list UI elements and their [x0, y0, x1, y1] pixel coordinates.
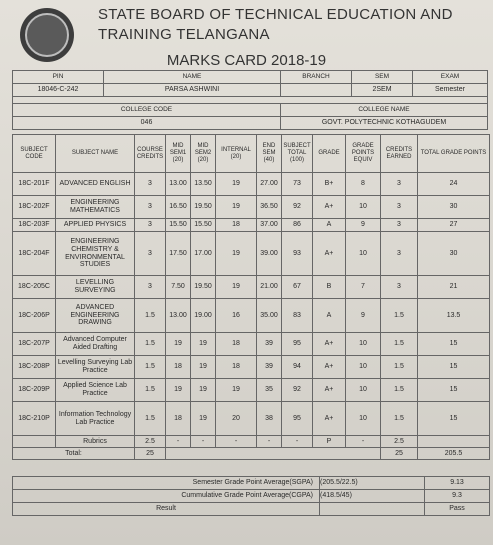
col-internal: INTERNAL (20) [216, 135, 257, 173]
cell-subject-code: 18C-204F [13, 232, 56, 276]
college-name-value: GOVT. POLYTECHNIC KOTHAGUDEM [281, 117, 488, 130]
table-row [13, 402, 490, 436]
cell-mid-sem2: 19 [191, 333, 216, 356]
cell-mid-sem2: 19.50 [191, 196, 216, 219]
cell-course-credits: 3 [135, 232, 166, 276]
college-name-label: COLLEGE NAME [281, 104, 488, 117]
cell-subject-name: APPLIED PHYSICS [56, 219, 135, 232]
cell-credits-earned: 1.5 [381, 402, 418, 436]
sgpa-value: 9.13 [425, 477, 490, 490]
page-title: MARKS CARD 2018-19 [166, 52, 327, 69]
cell-credits-earned: 3 [381, 276, 418, 299]
college-code-label: COLLEGE CODE [13, 104, 281, 117]
cell-grade: A+ [313, 379, 346, 402]
result-row [13, 503, 490, 516]
col-subject-name: SUBJECT NAME [56, 135, 135, 173]
cell-grade-points: 10 [346, 402, 381, 436]
cell-mid-sem1: 13.00 [166, 299, 191, 333]
col-grade: GRADE [313, 135, 346, 173]
cgpa-calc: (418.5/45) [320, 490, 425, 503]
cell-subject-code: 18C-206P [13, 299, 56, 333]
table-row [13, 356, 490, 379]
cell-course-credits: 3 [135, 196, 166, 219]
cell-subject-name: Applied Science Lab Practice [56, 379, 135, 402]
cell-mid-sem2: 19 [191, 379, 216, 402]
col-mid-sem2: MID SEM2 (20) [191, 135, 216, 173]
cell-total-grade-points: 27 [418, 219, 490, 232]
cell-subject-code: 18C-207P [13, 333, 56, 356]
cell-grade: A+ [313, 333, 346, 356]
cell-credits-earned: 1.5 [381, 379, 418, 402]
cell-subject-total: 92 [282, 379, 313, 402]
cell-mid-sem1: 15.50 [166, 219, 191, 232]
cell-subject-name: ADVANCED ENGINEERING DRAWING [56, 299, 135, 333]
cell-subject-total: 83 [282, 299, 313, 333]
header [0, 0, 493, 72]
cell-mid-sem1: 16.50 [166, 196, 191, 219]
cell-end-sem: 39 [257, 333, 282, 356]
cell-course-credits: 1.5 [135, 402, 166, 436]
result-value: Pass [425, 503, 490, 516]
table-row [13, 173, 490, 196]
exam-label: EXAM [413, 71, 488, 84]
cell-total-grade-points: 15 [418, 333, 490, 356]
cell-internal: 16 [216, 299, 257, 333]
cgpa-row [13, 490, 490, 503]
cell-mid-sem1: 18 [166, 402, 191, 436]
cell-subject-name: Levelling Surveying Lab Practice [56, 356, 135, 379]
cell-subject-total: 93 [282, 232, 313, 276]
cell-credits-earned: 3 [381, 173, 418, 196]
cell-subject-name: ENGINEERING MATHEMATICS [56, 196, 135, 219]
cell-grade: A+ [313, 232, 346, 276]
cell-subject-code: 18C-201F [13, 173, 56, 196]
cell-course-credits: 1.5 [135, 299, 166, 333]
cell-grade-points: 7 [346, 276, 381, 299]
cell-total-grade-points: 15 [418, 402, 490, 436]
cell-grade-points: 10 [346, 356, 381, 379]
cell-subject-total: 73 [282, 173, 313, 196]
cell-mid-sem1: 19 [166, 379, 191, 402]
cell-grade: B [313, 276, 346, 299]
cell-internal: 19 [216, 173, 257, 196]
exam-value: Semester [413, 84, 488, 97]
board-name-line1: STATE BOARD OF TECHNICAL EDUCATION AND [98, 6, 453, 23]
col-grade-points: GRADE POINTS EQUIV [346, 135, 381, 173]
branch-value [281, 84, 352, 97]
summary-table [12, 476, 490, 516]
cell-mid-sem2: 19.50 [191, 276, 216, 299]
cell-mid-sem1: 19 [166, 333, 191, 356]
cell-total-grade-points: 21 [418, 276, 490, 299]
col-subject-total: SUBJECT TOTAL (100) [282, 135, 313, 173]
cell-grade-points: 10 [346, 196, 381, 219]
table-row [13, 299, 490, 333]
sem-label: SEM [352, 71, 413, 84]
cell-mid-sem2: 17.00 [191, 232, 216, 276]
cell-course-credits: 1.5 [135, 356, 166, 379]
cell-grade: A [313, 299, 346, 333]
board-name-line2: TRAINING TELANGANA [98, 26, 270, 43]
cell-grade: A+ [313, 196, 346, 219]
cell-grade: A [313, 219, 346, 232]
cell-mid-sem1: 13.00 [166, 173, 191, 196]
cell-internal: 20 [216, 402, 257, 436]
cell-subject-name: LEVELLING SURVEYING [56, 276, 135, 299]
cell-total-grade-points: 30 [418, 232, 490, 276]
cell-mid-sem2: 19.00 [191, 299, 216, 333]
cell-end-sem: 36.50 [257, 196, 282, 219]
cell-internal: 19 [216, 276, 257, 299]
cgpa-value: 9.3 [425, 490, 490, 503]
cgpa-label: Cummulative Grade Point Average(CGPA) [13, 490, 320, 503]
cell-mid-sem1: 7.50 [166, 276, 191, 299]
cell-mid-sem2: 13.50 [191, 173, 216, 196]
cell-internal: 18 [216, 333, 257, 356]
cell-subject-name: Information Technology Lab Practice [56, 402, 135, 436]
cell-grade: B+ [313, 173, 346, 196]
cell-internal: 18 [216, 356, 257, 379]
cell-total-grade-points: 15 [418, 379, 490, 402]
cell-grade: A+ [313, 402, 346, 436]
cell-internal: 19 [216, 379, 257, 402]
cell-subject-code: 18C-203F [13, 219, 56, 232]
cell-course-credits: 1.5 [135, 333, 166, 356]
cell-grade-points: 10 [346, 333, 381, 356]
sgpa-label: Semester Grade Point Average(SGPA) [13, 477, 320, 490]
grades-table [12, 134, 490, 460]
col-end-sem: END SEM (40) [257, 135, 282, 173]
cell-total-grade-points: 30 [418, 196, 490, 219]
pin-value: 18046-C-242 [13, 84, 104, 97]
col-credits-earned: CREDITS EARNED [381, 135, 418, 173]
sgpa-row [13, 477, 490, 490]
cell-mid-sem2: 15.50 [191, 219, 216, 232]
cell-subject-total: 92 [282, 196, 313, 219]
cell-subject-total: 95 [282, 402, 313, 436]
col-total-grade-points: TOTAL GRADE POINTS [418, 135, 490, 173]
cell-subject-code: 18C-210P [13, 402, 56, 436]
cell-credits-earned: 1.5 [381, 299, 418, 333]
table-row [13, 232, 490, 276]
college-code-value: 046 [13, 117, 281, 130]
cell-grade-points: 9 [346, 299, 381, 333]
cell-subject-code: 18C-205C [13, 276, 56, 299]
cell-course-credits: 1.5 [135, 379, 166, 402]
rubrics-row: Rubrics 2.5 - - - - - P - 2.5 [13, 436, 490, 448]
cell-subject-code: 18C-208P [13, 356, 56, 379]
cell-grade-points: 8 [346, 173, 381, 196]
cell-grade-points: 10 [346, 379, 381, 402]
cell-mid-sem2: 19 [191, 402, 216, 436]
cell-grade-points: 10 [346, 232, 381, 276]
cell-credits-earned: 1.5 [381, 333, 418, 356]
cell-credits-earned: 3 [381, 232, 418, 276]
cell-end-sem: 39.00 [257, 232, 282, 276]
cell-grade-points: 9 [346, 219, 381, 232]
table-row [13, 333, 490, 356]
cell-subject-total: 95 [282, 333, 313, 356]
student-info-table [12, 70, 488, 130]
cell-internal: 19 [216, 196, 257, 219]
result-label: Result [13, 503, 320, 516]
cell-total-grade-points: 24 [418, 173, 490, 196]
cell-mid-sem1: 18 [166, 356, 191, 379]
cell-course-credits: 3 [135, 173, 166, 196]
cell-subject-name: ENGINEERING CHEMISTRY & ENVIRONMENTAL STUDIES [56, 232, 135, 276]
pin-label: PIN [13, 71, 104, 84]
cell-end-sem: 37.00 [257, 219, 282, 232]
table-row [13, 219, 490, 232]
col-course-credits: COURSE CREDITS [135, 135, 166, 173]
cell-total-grade-points: 15 [418, 356, 490, 379]
cell-end-sem: 21.00 [257, 276, 282, 299]
cell-end-sem: 38 [257, 402, 282, 436]
cell-course-credits: 3 [135, 219, 166, 232]
table-row [13, 196, 490, 219]
cell-credits-earned: 1.5 [381, 356, 418, 379]
cell-internal: 18 [216, 219, 257, 232]
cell-subject-name: ADVANCED ENGLISH [56, 173, 135, 196]
cell-subject-total: 94 [282, 356, 313, 379]
sgpa-calc: (205.5/22.5) [320, 477, 425, 490]
branch-label: BRANCH [281, 71, 352, 84]
cell-course-credits: 3 [135, 276, 166, 299]
sem-value: 2SEM [352, 84, 413, 97]
cell-subject-total: 67 [282, 276, 313, 299]
table-row [13, 379, 490, 402]
cell-mid-sem2: 19 [191, 356, 216, 379]
name-value: PARSA ASHWINI [104, 84, 281, 97]
cell-subject-code: 18C-209P [13, 379, 56, 402]
cell-end-sem: 27.00 [257, 173, 282, 196]
cell-end-sem: 35 [257, 379, 282, 402]
col-mid-sem1: MID SEM1 (20) [166, 135, 191, 173]
cell-credits-earned: 3 [381, 196, 418, 219]
cell-grade: A+ [313, 356, 346, 379]
cell-credits-earned: 3 [381, 219, 418, 232]
cell-total-grade-points: 13.5 [418, 299, 490, 333]
cell-mid-sem1: 17.50 [166, 232, 191, 276]
total-row: Total: 25 25 205.5 [13, 448, 490, 460]
cell-end-sem: 35.00 [257, 299, 282, 333]
cell-end-sem: 39 [257, 356, 282, 379]
cell-subject-total: 86 [282, 219, 313, 232]
col-subject-code: SUBJECT CODE [13, 135, 56, 173]
cell-subject-name: Advanced Computer Aided Drafting [56, 333, 135, 356]
name-label: NAME [104, 71, 281, 84]
table-row [13, 276, 490, 299]
cell-subject-code: 18C-202F [13, 196, 56, 219]
cell-internal: 19 [216, 232, 257, 276]
